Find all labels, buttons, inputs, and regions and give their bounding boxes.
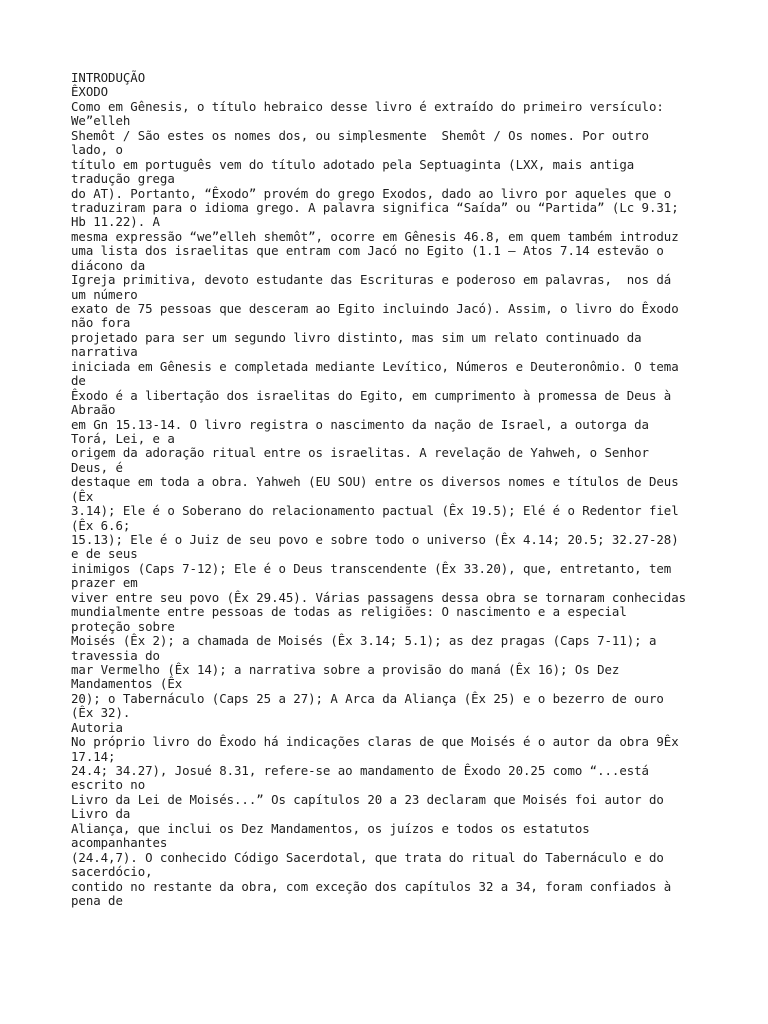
text-line: Êxodo é a libertação dos israelitas do Egito, em cumprimento à promessa de Deus à xyxy=(71,387,672,403)
text-line: não fora xyxy=(71,315,131,331)
text-line: We”elleh xyxy=(71,113,131,129)
text-line: Livro da Lei de Moisés...” Os capítulos 20 a 23 declaram que Moisés foi autor do xyxy=(71,791,664,807)
text-line: (Êx 6.6; xyxy=(71,517,131,533)
text-line: contido no restante da obra, com exceção dos capítulos 32 a 34, foram confiados à xyxy=(71,878,672,894)
text-line: tradução grega xyxy=(71,171,175,187)
text-line: Mandamentos (Êx xyxy=(71,676,183,692)
text-line: traduziram para o idioma grego. A palavra significa “Saída” ou “Partida” (Lc 9.31; xyxy=(71,199,679,215)
text-line: INTRODUÇÃO xyxy=(71,70,146,85)
text-line: uma lista dos israelitas que entram com Jacó no Egito (1.1 – Atos 7.14 estevão o xyxy=(71,243,664,259)
text-line: No próprio livro do Êxodo há indicações claras de que Moisés é o autor da obra 9Êx xyxy=(71,734,679,750)
text-line: proteção sobre xyxy=(71,618,175,634)
text-line: origem da adoração ritual entre os israelitas. A revelação de Yahweh, o Senhor xyxy=(71,445,649,461)
text-line: acompanhantes xyxy=(71,835,168,851)
text-line: diácono da xyxy=(71,257,146,273)
text-line: Shemôt / São estes os nomes dos, ou simplesmente Shemôt / Os nomes. Por outro xyxy=(71,127,649,143)
text-line: inimigos (Caps 7-12); Ele é o Deus transcendente (Êx 33.20), que, entretanto, tem xyxy=(71,560,672,576)
text-line: título em português vem do título adotado pela Septuaginta (LXX, mais antiga xyxy=(71,156,635,172)
text-line: Torá, Lei, e a xyxy=(71,430,175,446)
text-line: sacerdócio, xyxy=(71,864,153,880)
document-body xyxy=(71,71,761,908)
text-line: Igreja primitiva, devoto estudante das Escrituras e poderoso em palavras, nos dá xyxy=(71,272,672,288)
text-line: Moisés (Êx 2); a chamada de Moisés (Êx 3.14; 5.1); as dez pragas (Caps 7-11); a xyxy=(71,633,657,649)
text-line: Livro da xyxy=(71,806,131,822)
text-line: travessia do xyxy=(71,647,160,663)
text-line: Aliança, que inclui os Dez Mandamentos, os juízos e todos os estatutos xyxy=(71,820,590,836)
text-line: mesma expressão “we”elleh shemôt”, ocorre em Gênesis 46.8, em quem também introduz xyxy=(71,228,679,244)
text-line: Hb 11.22). A xyxy=(71,214,160,230)
text-line: mundialmente entre pessoas de todas as religiões: O nascimento e a especial xyxy=(71,604,627,620)
text-line: de xyxy=(71,373,86,389)
text-line: prazer em xyxy=(71,575,138,591)
text-line: (Êx xyxy=(71,488,94,504)
text-line: lado, o xyxy=(71,142,123,158)
text-line: Como em Gênesis, o título hebraico desse livro é extraído do primeiro versículo: xyxy=(71,98,664,114)
text-line: pena de xyxy=(71,892,123,908)
text-line: mar Vermelho (Êx 14); a narrativa sobre a provisão do maná (Êx 16); Os Dez xyxy=(71,661,620,677)
text-line: projetado para ser um segundo livro distinto, mas sim um relato continuado da xyxy=(71,329,642,345)
text-line: destaque em toda a obra. Yahweh (EU SOU) entre os diversos nomes e títulos de Deus xyxy=(71,474,679,490)
text-line: escrito no xyxy=(71,777,146,793)
text-line: 24.4; 34.27), Josué 8.31, refere-se ao mandamento de Êxodo 20.25 como “...está xyxy=(71,763,649,778)
text-line: Abraão xyxy=(71,402,116,418)
text-line: Autoria xyxy=(71,719,123,735)
text-line: 15.13); Ele é o Juiz de seu povo e sobre todo o universo (Êx 4.14; 20.5; 32.27-28) xyxy=(71,532,679,547)
text-line: um número xyxy=(71,286,138,302)
text-line: iniciada em Gênesis e completada mediante Levítico, Números e Deuteronômio. O tema xyxy=(71,358,679,374)
text-line: (24.4,7). O conhecido Código Sacerdotal, que trata do ritual do Tabernáculo e do xyxy=(71,849,664,865)
text-line: exato de 75 pessoas que desceram ao Egito incluindo Jacó). Assim, o livro do Êxodo xyxy=(71,301,679,316)
text-line: e de seus xyxy=(71,546,138,562)
text-line: 3.14); Ele é o Soberano do relacionamento pactual (Êx 19.5); Elé é o Redentor fiel xyxy=(71,503,679,519)
text-line: narrativa xyxy=(71,344,138,360)
text-line: ÊXODO xyxy=(71,84,109,100)
text-line: do AT). Portanto, “Êxodo” provém do grego Exodos, dado ao livro por aqueles que o xyxy=(71,185,672,201)
text-line: 20); o Tabernáculo (Caps 25 a 27); A Arca da Aliança (Êx 25) e o bezerro de ouro xyxy=(71,690,664,706)
text-line: Deus, é xyxy=(71,459,123,475)
text-line: 17.14; xyxy=(71,748,116,764)
text-line: (Êx 32). xyxy=(71,705,131,721)
text-line: viver entre seu povo (Êx 29.45). Várias passagens dessa obra se tornaram conhecidas xyxy=(71,589,687,605)
text-line: em Gn 15.13-14. O livro registra o nascimento da nação de Israel, a outorga da xyxy=(71,416,649,432)
